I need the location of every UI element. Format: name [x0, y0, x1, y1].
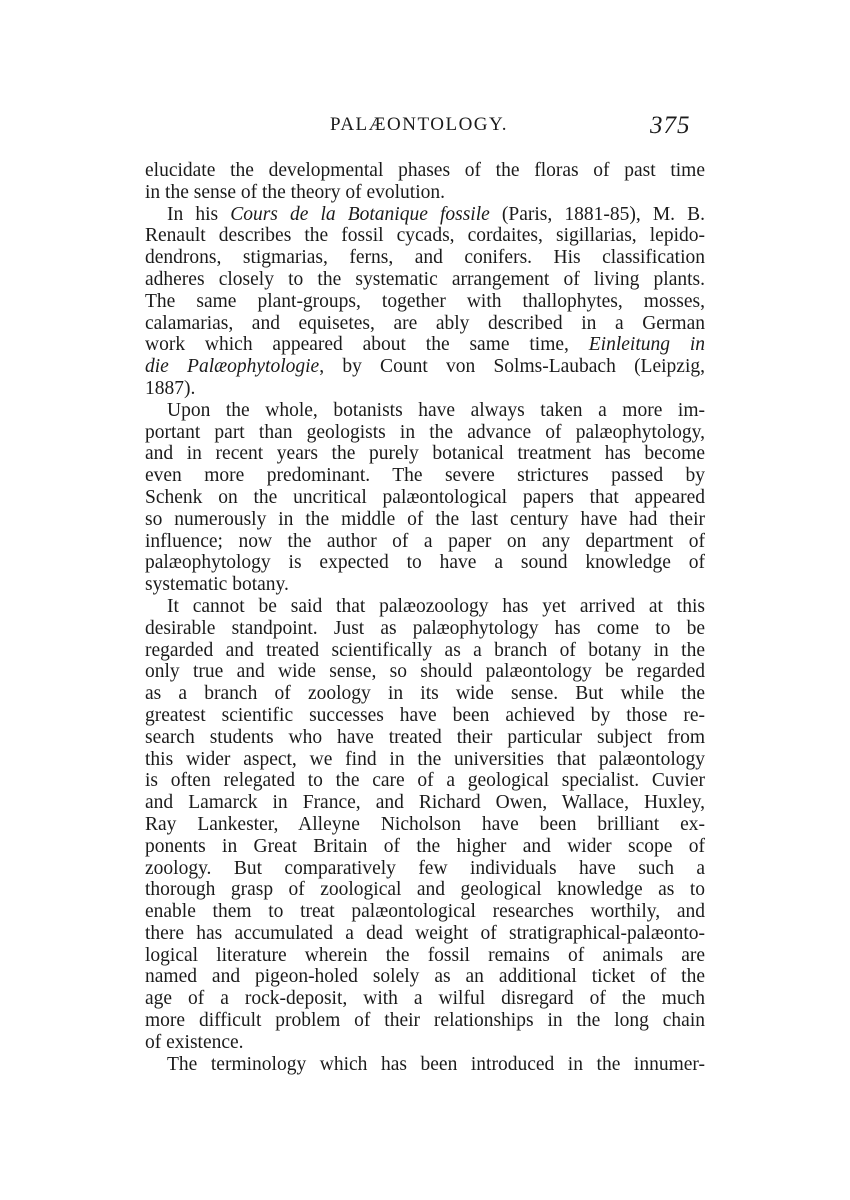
text-line: ponents in Great Britain of the higher and wider scope of: [145, 835, 705, 857]
text-line: desirable standpoint. Just as palæophytology has come to be: [145, 617, 705, 639]
text-line: search students who have treated their particular subject from: [145, 726, 705, 748]
paragraph: [145, 1054, 705, 1076]
body-text: [145, 160, 705, 1075]
text-line: logical literature wherein the fossil remains of animals are: [145, 944, 705, 966]
text-line: this wider aspect, we find in the universities that palæontology: [145, 748, 705, 770]
text-line: systematic botany.: [145, 574, 289, 596]
text-line: even more predominant. The severe strictures passed by: [145, 465, 705, 487]
text-line: enable them to treat palæontological researches worthily, and: [145, 901, 705, 923]
text-line: palæophytology is expected to have a sound knowledge of: [145, 552, 705, 574]
text-line: so numerously in the middle of the last century have had their: [145, 508, 705, 530]
text-line: in the sense of the theory of evolution.: [145, 181, 446, 203]
running-title: PALÆONTOLOGY.: [330, 114, 509, 135]
text-segment: (Paris, 1881-85), M. B.: [489, 203, 706, 225]
text-line: as a branch of zoology in its wide sense. But while the: [145, 683, 705, 705]
text-segment: , by Count von Solms-Laubach (Leipzig,: [319, 356, 705, 378]
text-line: [145, 204, 705, 226]
text-line: 1887).: [145, 377, 196, 399]
text-line: and Lamarck in France, and Richard Owen, Wallace, Huxley,: [145, 792, 705, 814]
page-number: 375: [650, 112, 691, 139]
text-line: calamarias, and equisetes, are ably described in a German: [145, 312, 705, 334]
text-line: The same plant-groups, together with thallophytes, mosses,: [145, 290, 705, 312]
text-line: more difficult problem of their relationships in the long chain: [145, 1010, 705, 1032]
text-line: It cannot be said that palæozoology has yet arrived at this: [167, 595, 705, 617]
text-line: named and pigeon-holed solely as an additional ticket of the: [145, 966, 705, 988]
italic-title: Cours de la Botanique fossile: [230, 203, 490, 225]
paragraph: [145, 400, 705, 596]
text-line: regarded and treated scientifically as a branch of botany in the: [145, 639, 705, 661]
text-segment: work which appeared about the same time,: [145, 334, 589, 356]
text-line: there has accumulated a dead weight of stratigraphical-palæonto-: [145, 922, 705, 944]
text-line: greatest scientific successes have been achieved by those re-: [145, 704, 705, 726]
paragraph: [145, 596, 705, 1054]
text-line: Schenk on the uncritical palæontological papers that appeared: [145, 486, 705, 508]
text-line: age of a rock-deposit, with a wilful disregard of the much: [145, 988, 705, 1010]
text-line: [145, 334, 705, 356]
text-segment: In his: [167, 203, 231, 225]
text-line: portant part than geologists in the advance of palæophytology,: [145, 421, 705, 443]
text-line: [145, 356, 705, 378]
text-line: and in recent years the purely botanical treatment has become: [145, 443, 705, 465]
text-line: influence; now the author of a paper on any department of: [145, 530, 705, 552]
text-line: is often relegated to the care of a geological specialist. Cuvier: [145, 770, 705, 792]
text-line: elucidate the developmental phases of the floras of past time: [145, 160, 705, 181]
text-line: only true and wide sense, so should palæontology be regarded: [145, 661, 705, 683]
paragraph: [145, 160, 705, 204]
text-line: zoology. But comparatively few individuals have such a: [145, 857, 705, 879]
text-line: Ray Lankester, Alleyne Nicholson have been brilliant ex-: [145, 813, 705, 835]
text-line: of existence.: [145, 1031, 244, 1053]
italic-title: die Palæophytologie: [145, 356, 320, 378]
text-line: The terminology which has been introduced in the innumer-: [167, 1053, 705, 1075]
text-line: Renault describes the fossil cycads, cordaites, sigillarias, lepido-: [145, 225, 705, 247]
running-head: [0, 114, 850, 144]
text-line: dendrons, stigmarias, ferns, and conifers. His classification: [145, 247, 705, 269]
paragraph: [145, 204, 705, 400]
text-line: adheres closely to the systematic arrangement of living plants.: [145, 268, 705, 290]
text-line: thorough grasp of zoological and geological knowledge as to: [145, 879, 705, 901]
text-line: Upon the whole, botanists have always taken a more im-: [167, 399, 705, 421]
italic-title: Einleitung in: [588, 334, 705, 356]
